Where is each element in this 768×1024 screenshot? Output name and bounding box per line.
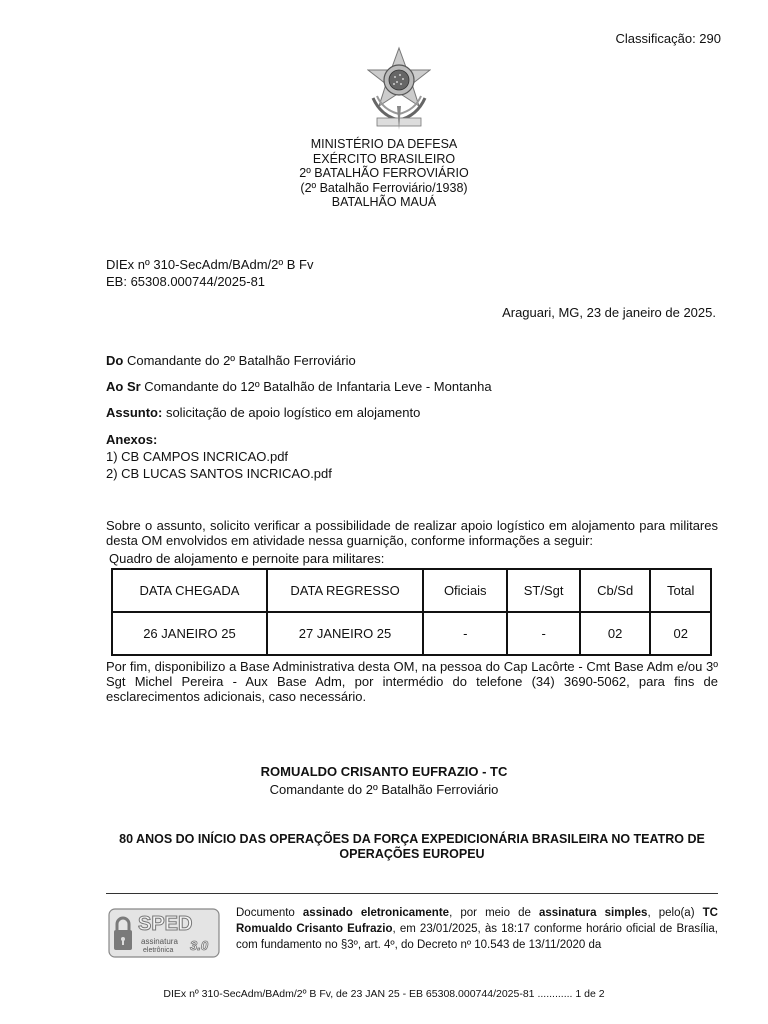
table-cell: 02 bbox=[580, 612, 651, 655]
body-paragraph-2: Por fim, disponibilizo a Base Administrativa desta OM, na pessoa do Cap Lacôrte - Cmt Base Adm e/ou 3º Sgt Michel Pereira - Aux Base Adm, por intermédio do telefone (34) 3690-5062, para fins de esclarecimentos adicionais, caso necessário. bbox=[106, 659, 718, 704]
letterhead-battalion: 2º BATALHÃO FERROVIÁRIO bbox=[299, 166, 469, 180]
annex-item: 2) CB LUCAS SANTOS INCRICAO.pdf bbox=[106, 466, 332, 481]
svg-text:assinatura: assinatura bbox=[141, 937, 178, 946]
from-value: Comandante do 2º Batalhão Ferroviário bbox=[123, 353, 356, 368]
svg-text:eletrônica: eletrônica bbox=[143, 947, 174, 954]
svg-text:3.0: 3.0 bbox=[190, 938, 209, 953]
from-label: Do bbox=[106, 353, 124, 368]
auth-text: , por meio de bbox=[449, 907, 539, 919]
subject-field bbox=[106, 405, 420, 420]
place-date: Araguari, MG, 23 de janeiro de 2025. bbox=[502, 305, 716, 320]
auth-text: , em 23/01/2025, às 18:17 conforme horário oficial de Brasília, com fundamento no §3º, art. 4º, do Decreto nº 10.543 de 13/11/2020 da bbox=[236, 923, 718, 951]
divider bbox=[106, 893, 718, 894]
electronic-signature-notice bbox=[236, 905, 718, 953]
letterhead bbox=[0, 137, 768, 210]
table-header-cell: ST/Sgt bbox=[507, 569, 580, 612]
svg-text:SPED: SPED bbox=[138, 913, 193, 935]
table-cell: - bbox=[423, 612, 507, 655]
table-header-cell: Cb/Sd bbox=[580, 569, 651, 612]
table-header-cell: Total bbox=[650, 569, 711, 612]
from-field bbox=[106, 353, 356, 368]
coat-of-arms-emblem bbox=[367, 46, 431, 132]
table-caption: Quadro de alojamento e pernoite para militares: bbox=[109, 551, 385, 566]
table-header-cell: Oficiais bbox=[423, 569, 507, 612]
letterhead-ministry: MINISTÉRIO DA DEFESA bbox=[310, 137, 458, 151]
auth-signer: TC Romualdo Crisanto Eufrazio bbox=[236, 907, 718, 935]
table-cell: 02 bbox=[650, 612, 711, 655]
subject-label: Assunto: bbox=[106, 405, 163, 420]
table-header-row bbox=[112, 569, 711, 612]
annex-item: 1) CB CAMPOS INCRICAO.pdf bbox=[106, 449, 289, 464]
to-value: Comandante do 12º Batalhão de Infantaria Leve - Montanha bbox=[140, 379, 492, 394]
letterhead-army: EXÉRCITO BRASILEIRO bbox=[312, 151, 456, 166]
auth-text: , pelo(a) bbox=[647, 907, 703, 919]
table-cell: 27 JANEIRO 25 bbox=[267, 612, 423, 655]
commemorative-motto: 80 ANOS DO INÍCIO DAS OPERAÇÕES DA FORÇA EXPEDICIONÁRIA BRASILEIRA NO TEATRO DE OPERAÇÕES EUROPEU bbox=[119, 832, 705, 861]
body-paragraph-1: Sobre o assunto, solicito verificar a possibilidade de realizar apoio logístico em alojamento para militares desta OM envolvidos em atividade nessa guarnição, conforme informações a seguir: bbox=[106, 518, 718, 548]
signer-role: Comandante do 2º Batalhão Ferroviário bbox=[269, 782, 499, 797]
table-cell: - bbox=[507, 612, 580, 655]
table-header-cell: DATA REGRESSO bbox=[267, 569, 423, 612]
table-header-cell: DATA CHEGADA bbox=[112, 569, 267, 612]
annexes bbox=[106, 431, 332, 482]
table-row bbox=[112, 612, 711, 655]
eb-number: EB: 65308.000744/2025-81 bbox=[106, 274, 266, 289]
annexes-label: Anexos: bbox=[106, 432, 158, 447]
auth-text: Documento bbox=[236, 907, 303, 919]
to-field bbox=[106, 379, 492, 394]
signature-block bbox=[0, 763, 768, 799]
classification: Classificação: 290 bbox=[615, 31, 721, 46]
to-label: Ao Sr bbox=[106, 379, 141, 394]
signer-name: ROMUALDO CRISANTO EUFRAZIO - TC bbox=[260, 764, 508, 779]
letterhead-battalion-name: BATALHÃO MAUÁ bbox=[331, 195, 437, 209]
auth-emphasis: assinado eletronicamente bbox=[302, 907, 450, 919]
subject-value: solicitação de apoio logístico em alojamento bbox=[162, 405, 421, 420]
auth-emphasis: assinatura simples bbox=[538, 907, 648, 919]
table-cell: 26 JANEIRO 25 bbox=[112, 612, 267, 655]
sped-seal-icon bbox=[108, 908, 220, 958]
diex-number: DIEx nº 310-SecAdm/BAdm/2º B Fv bbox=[106, 257, 314, 272]
page-footer: DIEx nº 310-SecAdm/BAdm/2º B Fv, de 23 JAN 25 - EB 65308.000744/2025-81 ............ 1 de 2 bbox=[163, 988, 605, 1000]
lodging-table bbox=[111, 568, 712, 656]
letterhead-battalion-history: (2º Batalhão Ferroviário/1938) bbox=[300, 180, 468, 195]
document-references bbox=[106, 256, 313, 290]
